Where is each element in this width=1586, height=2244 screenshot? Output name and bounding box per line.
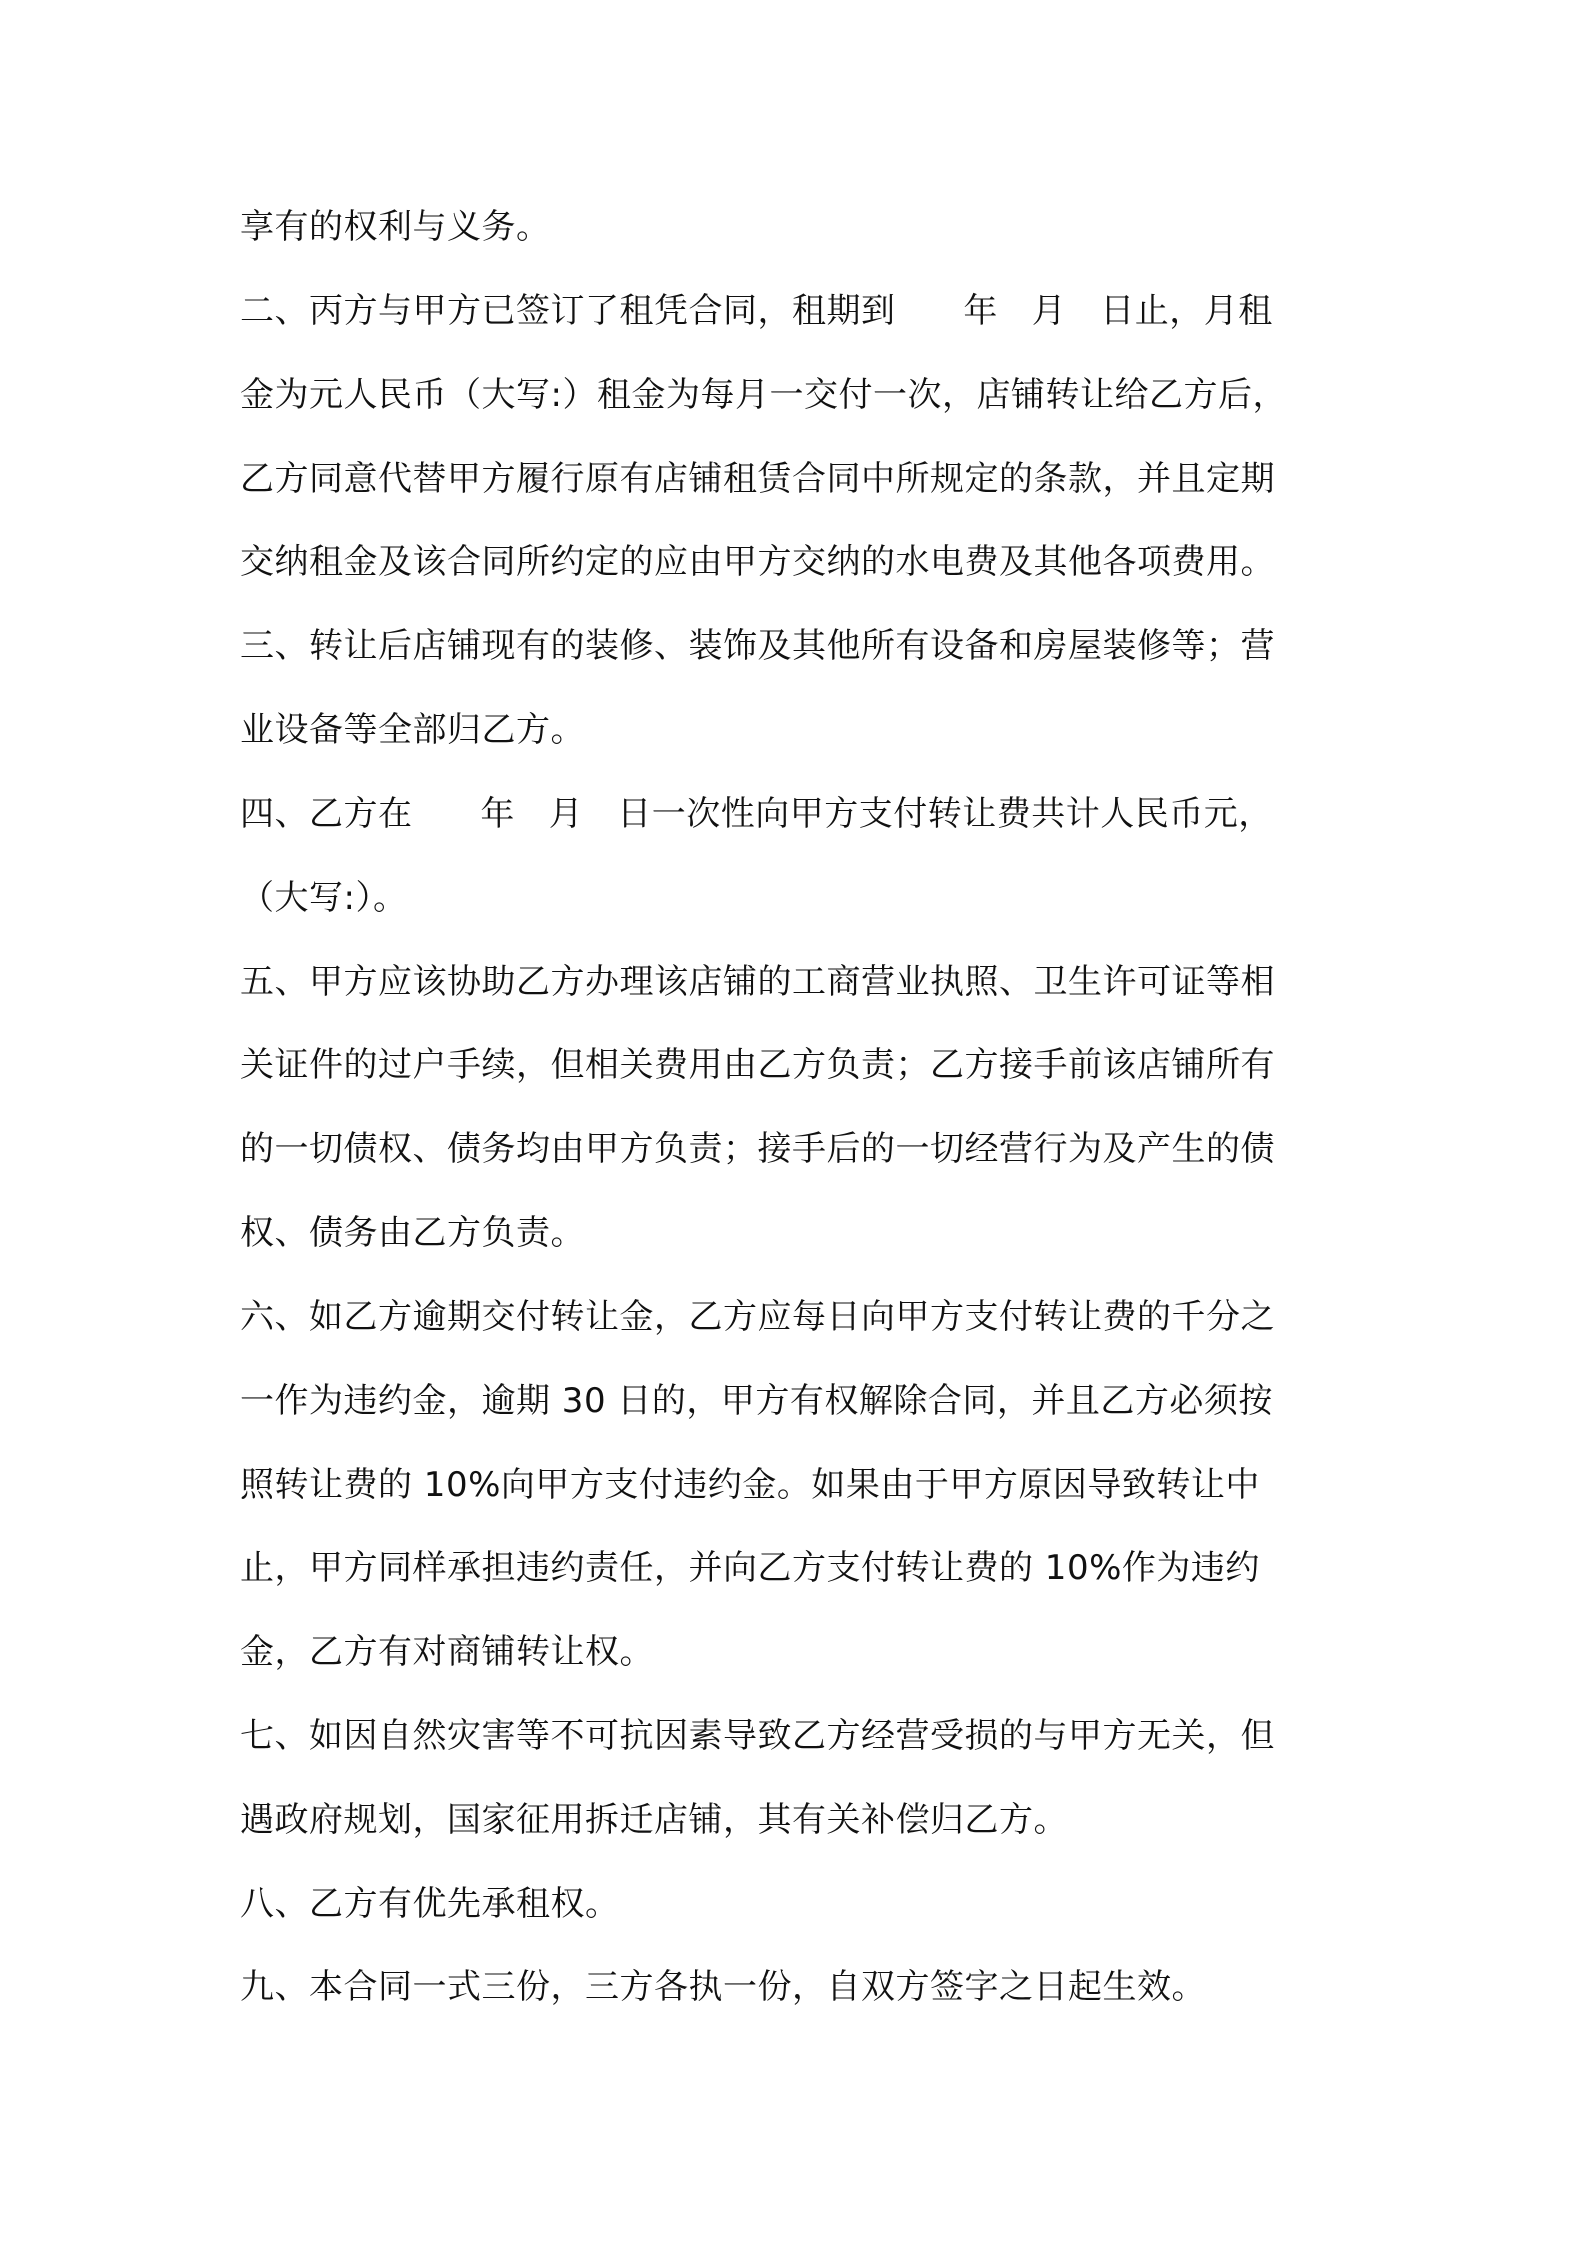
text-line: 业设备等全部归乙方。 xyxy=(240,710,585,750)
text-line: 四、乙方在 年 月 日一次性向甲方支付转让费共计人民币元， xyxy=(240,794,1273,834)
text-line: 止，甲方同样承担违约责任，并向乙方支付转让费的 10%作为违约 xyxy=(240,1548,1260,1588)
text-line: 权、债务由乙方负责。 xyxy=(240,1213,585,1253)
text-line: 五、甲方应该协助乙方办理该店铺的工商营业执照、卫生许可证等相 xyxy=(240,962,1275,1002)
text-line: 八、乙方有优先承租权。 xyxy=(240,1884,620,1924)
text-line: 乙方同意代替甲方履行原有店铺租赁合同中所规定的条款，并且定期 xyxy=(240,459,1275,499)
text-line: 三、转让后店铺现有的装修、装饰及其他所有设备和房屋装修等；营 xyxy=(240,626,1275,666)
text-line: （大写:）。 xyxy=(240,878,408,918)
text-line: 关证件的过户手续，但相关费用由乙方负责；乙方接手前该店铺所有 xyxy=(240,1045,1275,1085)
text-line: 的一切债权、债务均由甲方负责；接手后的一切经营行为及产生的债 xyxy=(240,1129,1275,1169)
text-line: 七、如因自然灾害等不可抗因素导致乙方经营受损的与甲方无关，但 xyxy=(240,1716,1275,1756)
text-line: 二、丙方与甲方已签订了租凭合同，租期到 年 月 日止，月租 xyxy=(240,291,1273,331)
text-line: 一作为违约金，逾期 30 日的，甲方有权解除合同，并且乙方必须按 xyxy=(240,1381,1273,1421)
text-line: 金为元人民币（大写:）租金为每月一交付一次，店铺转让给乙方后， xyxy=(240,375,1287,415)
text-line: 遇政府规划，国家征用拆迁店铺，其有关补偿归乙方。 xyxy=(240,1800,1068,1840)
text-line: 金，乙方有对商铺转让权。 xyxy=(240,1632,654,1672)
text-line: 照转让费的 10%向甲方支付违约金。如果由于甲方原因导致转让中 xyxy=(240,1465,1260,1505)
text-line: 九、本合同一式三份，三方各执一份，自双方签字之日起生效。 xyxy=(240,1967,1206,2007)
text-line: 六、如乙方逾期交付转让金，乙方应每日向甲方支付转让费的千分之 xyxy=(240,1297,1275,1337)
text-line: 享有的权利与义务。 xyxy=(240,207,551,247)
text-line: 交纳租金及该合同所约定的应由甲方交纳的水电费及其他各项费用。 xyxy=(240,542,1275,582)
